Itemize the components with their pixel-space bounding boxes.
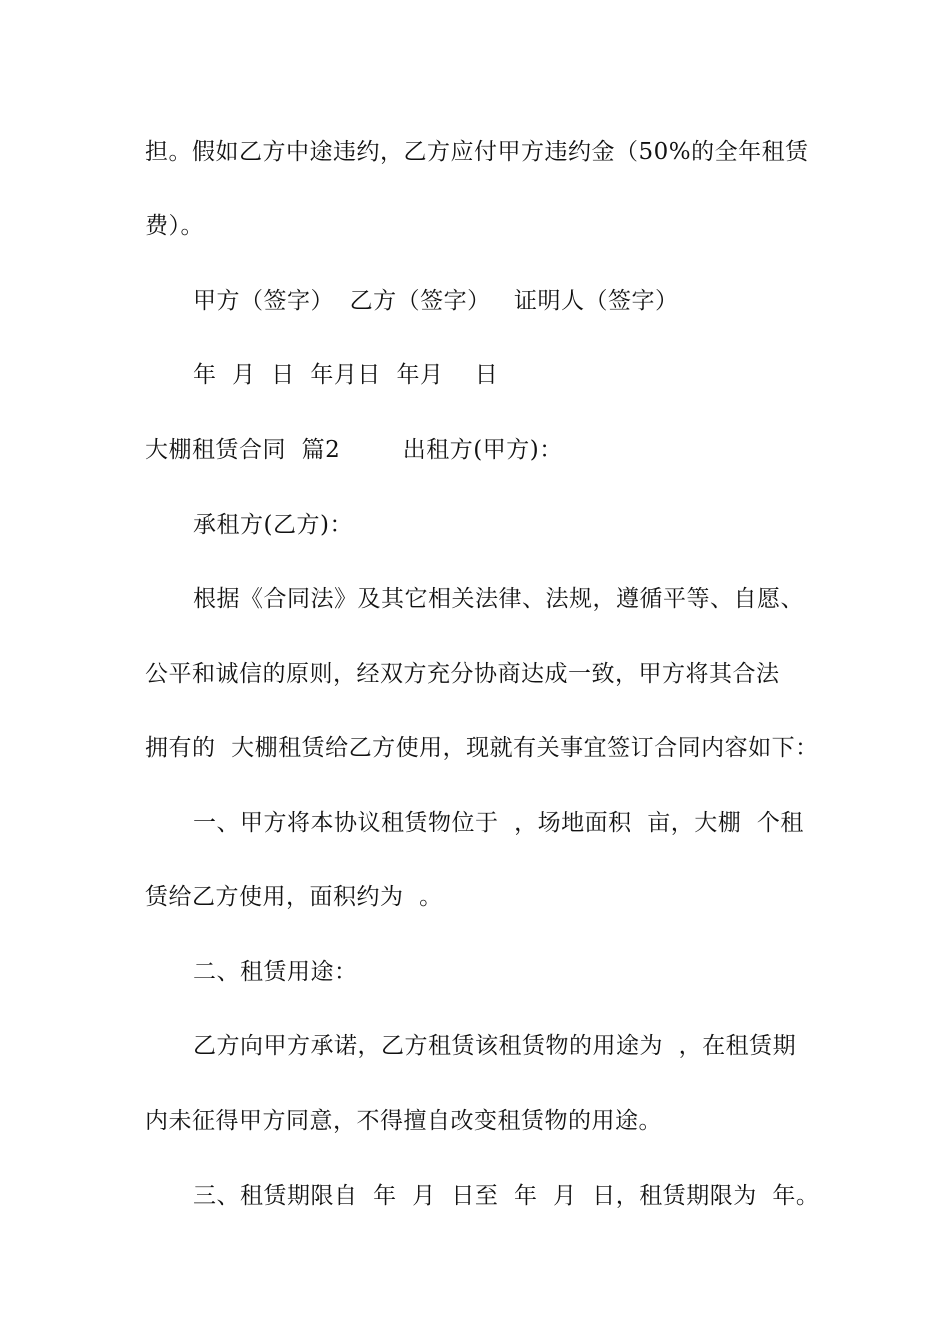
clause-3-line: 三、租赁期限自 年 月 日至 年 月 日，租赁期限为 年。 bbox=[193, 1183, 820, 1209]
clause-2-heading: 二、租赁用途： bbox=[193, 959, 358, 985]
clause-2-line-1: 乙方向甲方承诺，乙方租赁该租赁物的用途为 ，在租赁期 bbox=[193, 1033, 797, 1059]
paragraph-line-2: 费）。 bbox=[145, 213, 204, 239]
date-line: 年 月 日 年月日 年月 日 bbox=[193, 362, 499, 388]
clause-1-line-1: 一、甲方将本协议租赁物位于 ，场地面积 亩，大棚 个租 bbox=[193, 810, 804, 836]
clause-1-line-2: 赁给乙方使用，面积约为 。 bbox=[145, 884, 443, 910]
paragraph-line-8: 公平和诚信的原则，经双方充分协商达成一致，甲方将其合法 bbox=[145, 661, 780, 687]
lessee-line: 承租方(乙方)： bbox=[193, 512, 353, 538]
clause-2-line-2: 内未征得甲方同意，不得擅自改变租赁物的用途。 bbox=[145, 1108, 662, 1134]
section-heading: 大棚租赁合同 篇2 出租方(甲方)： bbox=[145, 437, 563, 463]
paragraph-line-9: 拥有的 大棚租赁给乙方使用，现就有关事宜签订合同内容如下： bbox=[145, 735, 819, 761]
paragraph-line-7: 根据《合同法》及其它相关法律、法规，遵循平等、自愿、 bbox=[193, 586, 804, 612]
signature-line: 甲方（签字） 乙方（签字） 证明人（签字） bbox=[193, 288, 679, 314]
paragraph-line-1: 担。假如乙方中途违约，乙方应付甲方违约金（50%的全年租赁 bbox=[145, 139, 809, 165]
